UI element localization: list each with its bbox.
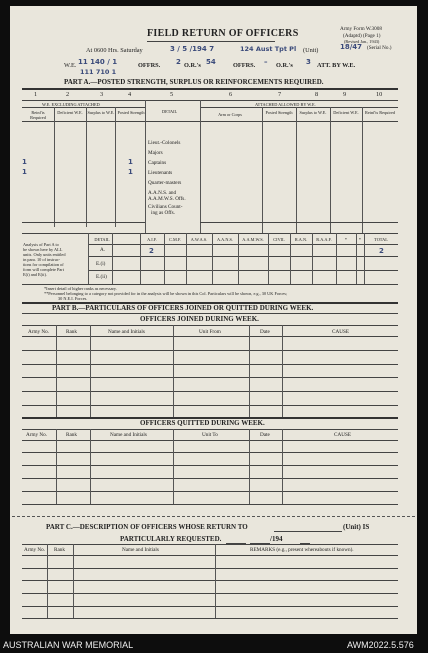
c-col-rank: Rank <box>54 547 65 553</box>
rank-lieutenants: Lieutenants <box>148 170 173 176</box>
an-row-eii: E.(ii) <box>96 274 107 280</box>
ors2-value: 3 <box>306 58 311 66</box>
analysis-note-5: tions for compilation of <box>23 262 64 267</box>
c-col-remarks: REMARKS (e.g., present whereabouts if known). <box>250 547 354 553</box>
footer-right: AWM2022.5.576 <box>347 640 414 650</box>
part-c-requested: PARTICULARLY REQUESTED. <box>120 535 222 543</box>
offrs-label: OFFRS. <box>138 62 161 69</box>
part-c-date: /194 <box>270 535 283 543</box>
analysis-note-6: form will complete Part <box>23 267 64 272</box>
offrs-value: 2 <box>176 58 181 66</box>
rank-majors: Majors <box>148 150 163 156</box>
joined-col-date: Date <box>260 329 270 335</box>
an-total-value: 2 <box>379 247 384 255</box>
part-c-unit-is: (Unit) IS <box>343 523 370 531</box>
rank-qm: Quarter-masters <box>148 180 182 186</box>
captains-reinf: 1 <box>22 158 27 166</box>
form-ref-line2: (Adaptd) (Page 1) <box>343 33 381 39</box>
rank-captains: Captains <box>148 160 167 166</box>
serial-number: 18/47 <box>340 43 363 51</box>
at-line-date: 3 / 5 /194 7 <box>170 45 215 53</box>
we-label: W.E. <box>64 62 77 69</box>
attached-allowed-header: ATTACHED ALLOWED BY W.E. <box>255 102 316 107</box>
part-a-title: PART A.—POSTED STRENGTH, SURPLUS OR REINFORCEMENTS REQUIRED. <box>64 78 324 86</box>
lieutenants-reinf: 1 <box>22 168 27 176</box>
col-num-8: 8 <box>315 91 319 98</box>
analysis-note-2: be shown here by ALL <box>23 247 63 252</box>
col-num-5: 5 <box>170 91 174 98</box>
quitted-col-cause: CAUSE <box>334 432 352 438</box>
part-b-title: PART B.—PARTICULARS OF OFFICERS JOINED OR QUITTED DURING WEEK. <box>52 304 314 312</box>
an-hdr-aif: A.I.F. <box>147 237 157 242</box>
hdr-arm-corps: Arm or Corps <box>218 112 242 117</box>
att-label: ATT. BY W.E. <box>317 62 356 69</box>
c-col-name: Name and Initials <box>122 547 159 553</box>
quitted-col-unit: Unit To <box>202 432 218 438</box>
quitted-col-date: Date <box>260 432 270 438</box>
rank-civilians-2: ing as Offs. <box>151 210 175 216</box>
rank-civilians: Civilians Count- <box>148 204 183 210</box>
an-hdr-awas: A.W.A.S. <box>190 237 208 242</box>
rank-aans: A.A.N.S. and <box>148 190 177 196</box>
col-num-2: 2 <box>66 91 70 98</box>
offrs2-label: OFFRS. <box>233 62 256 69</box>
footnote-3: 30 N.E.I. Forces. <box>58 296 88 301</box>
part-c-title: PART C.—DESCRIPTION OF OFFICERS WHOSE RETURN TO <box>46 523 248 531</box>
c-col-army: Army No. <box>24 547 46 553</box>
at-line-unit-label: (Unit) <box>303 47 319 54</box>
joined-col-army: Army No. <box>28 329 50 335</box>
hdr-deficient-2: Deficient W.E. <box>333 110 359 115</box>
quitted-col-army: Army No. <box>26 432 48 438</box>
quitted-col-rank: Rank <box>66 432 77 438</box>
an-hdr-aamws: A.A.M.W.S. <box>242 237 264 242</box>
hdr-posted-2: Posted Strength <box>265 110 293 115</box>
col-num-10: 10 <box>376 91 383 98</box>
form-ref-line3: (Revised Jan., 1943) <box>344 39 380 44</box>
lieutenants-posted: 1 <box>128 168 133 176</box>
an-hdr-star1: * <box>344 237 348 242</box>
col-num-9: 9 <box>343 91 347 98</box>
at-line-prefix: At 0600 Hrs. Saturday <box>86 47 143 54</box>
joined-col-rank: Rank <box>66 329 77 335</box>
quitted-col-name: Name and Initials <box>110 432 147 438</box>
ors-label: O.R.'s <box>184 62 201 69</box>
col-num-4: 4 <box>128 91 132 98</box>
an-hdr-total: TOTAL <box>374 237 388 242</box>
hdr-surplus-1: Surplus to W.E. <box>87 110 115 115</box>
analysis-note-4: in para. 10 of instruc- <box>23 257 61 262</box>
we-value: 11 140 / 1 <box>78 58 118 66</box>
we-excluding-header: W.E. EXCLUDING ATTACHED <box>42 102 100 107</box>
col-num-7: 7 <box>278 91 282 98</box>
hdr-reinf-2: Reinf'ts Required <box>365 110 396 115</box>
joined-col-cause: CAUSE <box>332 329 350 335</box>
an-hdr-cmf: C.M.F. <box>169 237 181 242</box>
footer-left: AUSTRALIAN WAR MEMORIAL <box>3 640 134 650</box>
form-title: FIELD RETURN OF OFFICERS <box>147 28 299 39</box>
col-num-3: 3 <box>100 91 104 98</box>
rank-aamws: A.A.M.W.S. Offs. <box>148 196 186 202</box>
an-row-ei: E.(i) <box>96 261 106 267</box>
we-sub-value: 111 710 1 <box>80 68 117 76</box>
an-hdr-raaf: R.A.A.F. <box>316 237 332 242</box>
footnote-1: *Insert detail of higher ranks as necessary. <box>44 286 117 291</box>
an-hdr-detail: DETAIL <box>94 237 110 242</box>
hdr-posted-1: Posted Strength <box>117 110 145 115</box>
analysis-note-1: Analysis of Part A to <box>23 242 59 247</box>
joined-col-name: Name and Initials <box>108 329 145 335</box>
joined-title: OFFICERS JOINED DURING WEEK. <box>140 315 259 323</box>
footnote-2: **Personnel belonging to a category not provided for in the analysis will be shown in this Col. Particulars will be shown, e.g., 30 UK Forces; <box>44 291 288 296</box>
quitted-title: OFFICERS QUITTED DURING WEEK. <box>140 419 265 427</box>
rank-lt-col: Lieut.-Colonels <box>148 140 181 146</box>
hdr-deficient-1: Deficient W.E. <box>57 110 83 115</box>
at-line-unit: 124 Aust Tpt Pl <box>240 45 297 53</box>
analysis-note-7: E(i) and E(ii). <box>23 272 47 277</box>
analysis-note-3: units. Only units entitled <box>23 252 66 257</box>
an-hdr-civil: CIVIL <box>273 237 285 242</box>
col-num-6: 6 <box>229 91 233 98</box>
an-row-a: A. <box>100 247 106 253</box>
hdr-reinf-1: Reinf'ts Required <box>30 110 46 120</box>
an-hdr-ran: R.A.N. <box>294 237 308 242</box>
offrs2-value: – <box>264 58 268 66</box>
form-ref-line1: Army Form W.3008 <box>340 26 382 32</box>
an-hdr-star2: * <box>358 237 362 242</box>
an-aif-value: 2 <box>149 247 154 255</box>
serial-label: (Serial No.) <box>367 45 392 51</box>
ors-value: 54 <box>206 58 216 66</box>
ors2-label: O.R.'s <box>276 62 293 69</box>
joined-col-unit: Unit From <box>199 329 221 335</box>
captains-posted: 1 <box>128 158 133 166</box>
hdr-surplus-2: Surplus to W.E. <box>299 110 327 115</box>
detail-header: DETAIL <box>162 109 178 114</box>
col-num-1: 1 <box>34 91 38 98</box>
an-hdr-aans: A.A.N.S. <box>217 237 233 242</box>
